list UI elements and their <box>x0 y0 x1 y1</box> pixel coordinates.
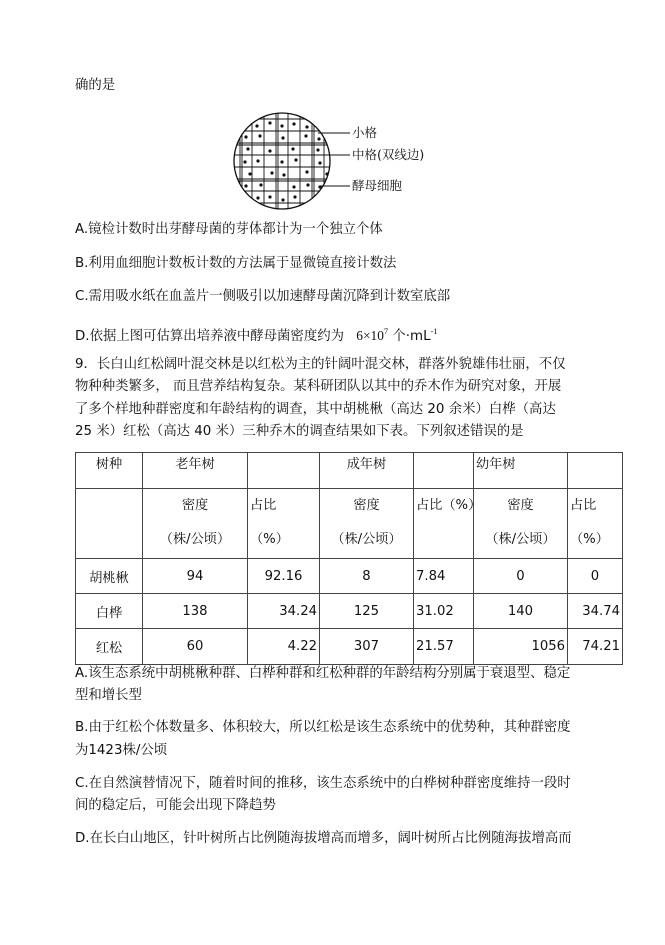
q9-stem-line-4: 25 米）红松（高达 40 米）三种乔木的调查结果如下表。下列叙述错误的是 <box>75 424 524 439</box>
old-ratio-cell: 34.24 <box>248 594 320 629</box>
subheader-empty-cell <box>76 489 143 559</box>
young-density-cell: 1056 <box>474 629 568 665</box>
subheader-adult-ratio: 占比（%） <box>414 489 474 559</box>
table-row <box>76 559 623 594</box>
q8-option-d <box>75 323 438 345</box>
density-coefficient: 6×10 <box>356 328 384 343</box>
q9-option-a-line-2: 型和增长型 <box>75 688 142 703</box>
adult-ratio-cell: 7.84 <box>414 559 474 594</box>
table-subheader-row <box>76 489 623 559</box>
q9-stem-line-2: 物种种类繁多， 而且营养结构复杂。某科研团队以其中的乔木作为研究对象，开展 <box>75 379 562 394</box>
old-ratio-cell: 4.22 <box>248 629 320 665</box>
yeast-cells <box>243 121 328 201</box>
subheader-old-ratio: 占比 （%） <box>248 489 320 559</box>
header-young-trees: 幼年树 <box>474 453 568 489</box>
header-empty-cell <box>248 453 320 489</box>
q9-option-b-line-1: B.由于红松个体数量多、体积较大，所以红松是该生态系统中的优势种，其种群密度 <box>75 720 571 735</box>
young-ratio-cell: 74.21 <box>568 629 623 665</box>
q9-option-d-line-1: D.在长白山地区，针叶树所占比例随海拔增高而增多，阔叶树所占比例随海拔增高而 <box>75 831 572 846</box>
subheader-adult-density: 密度 （株/公顷） <box>320 489 414 559</box>
subheader-young-density: 密度 （株/公顷） <box>474 489 568 559</box>
subheader-young-ratio: 占比 （%） <box>568 489 623 559</box>
density-unit: 个·mL <box>388 329 431 344</box>
header-old-trees: 老年树 <box>143 453 248 489</box>
adult-density-cell: 307 <box>320 629 414 665</box>
density-unit-exponent: -1 <box>430 326 438 336</box>
q9-option-a-line-1: A.该生态系统中胡桃楸种群、白桦种群和红松种群的年龄结构分别属于衰退型、稳定 <box>75 666 571 681</box>
table-row <box>76 594 623 629</box>
q9-option-c-line-2: 间的稳定后，可能会出现下降趋势 <box>75 798 276 813</box>
header-species: 树种 <box>76 453 143 489</box>
young-density-cell: 0 <box>474 559 568 594</box>
adult-density-cell: 125 <box>320 594 414 629</box>
q9-option-b-line-2: 为1423株/公顷 <box>75 743 168 758</box>
adult-density-cell: 8 <box>320 559 414 594</box>
young-ratio-cell: 0 <box>568 559 623 594</box>
q9-stem-line-1: 9．长白山红松阔叶混交林是以红松为主的针阔叶混交林，群落外貌雄伟壮丽，不仅 <box>75 357 566 372</box>
q8-option-d-text: D.依据上图可估算出培养液中酵母菌密度约为 <box>75 329 344 344</box>
adult-ratio-cell: 21.57 <box>414 629 474 665</box>
q8-density-value <box>356 328 388 343</box>
young-density-cell: 140 <box>474 594 568 629</box>
header-adult-trees: 成年树 <box>320 453 414 489</box>
table-header-row <box>76 453 623 489</box>
species-name: 红松 <box>76 629 143 665</box>
label-small-grid: 小格 <box>352 125 378 140</box>
counting-grid <box>230 112 340 212</box>
q9-stem-line-3: 了多个样地种群密度和年龄结构的调查，其中胡桃楸（高达 20 余米）白桦（高达 <box>75 402 556 417</box>
q8-option-a: A.镜检计数时出芽酵母菌的芽体都计为一个独立个体 <box>75 222 383 237</box>
header-empty-cell <box>414 453 474 489</box>
hemocytometer-figure <box>230 112 465 217</box>
old-density-cell: 138 <box>143 594 248 629</box>
young-ratio-cell: 34.74 <box>568 594 623 629</box>
survey-table <box>75 452 623 665</box>
species-name: 白桦 <box>76 594 143 629</box>
label-medium-grid: 中格(双线边) <box>352 147 425 162</box>
subheader-old-density: 密度 （株/公顷） <box>143 489 248 559</box>
q8-option-c: C.需用吸水纸在血盖片一侧吸引以加速酵母菌沉降到计数室底部 <box>75 289 451 304</box>
label-yeast-cell: 酵母细胞 <box>352 178 403 193</box>
old-density-cell: 60 <box>143 629 248 665</box>
q8-option-b: B.利用血细胞计数板计数的方法属于显微镜直接计数法 <box>75 256 397 271</box>
old-ratio-cell: 92.16 <box>248 559 320 594</box>
species-name: 胡桃楸 <box>76 559 143 594</box>
q9-option-c-line-1: C.在自然演替情况下，随着时间的推移，该生态系统中的白桦树种群密度维持一段时 <box>75 776 571 791</box>
old-density-cell: 94 <box>143 559 248 594</box>
table-row <box>76 629 623 665</box>
header-empty-cell <box>568 453 623 489</box>
density-exponent: 7 <box>383 326 389 336</box>
adult-ratio-cell: 31.02 <box>414 594 474 629</box>
intro-text: 确的是 <box>75 78 116 93</box>
